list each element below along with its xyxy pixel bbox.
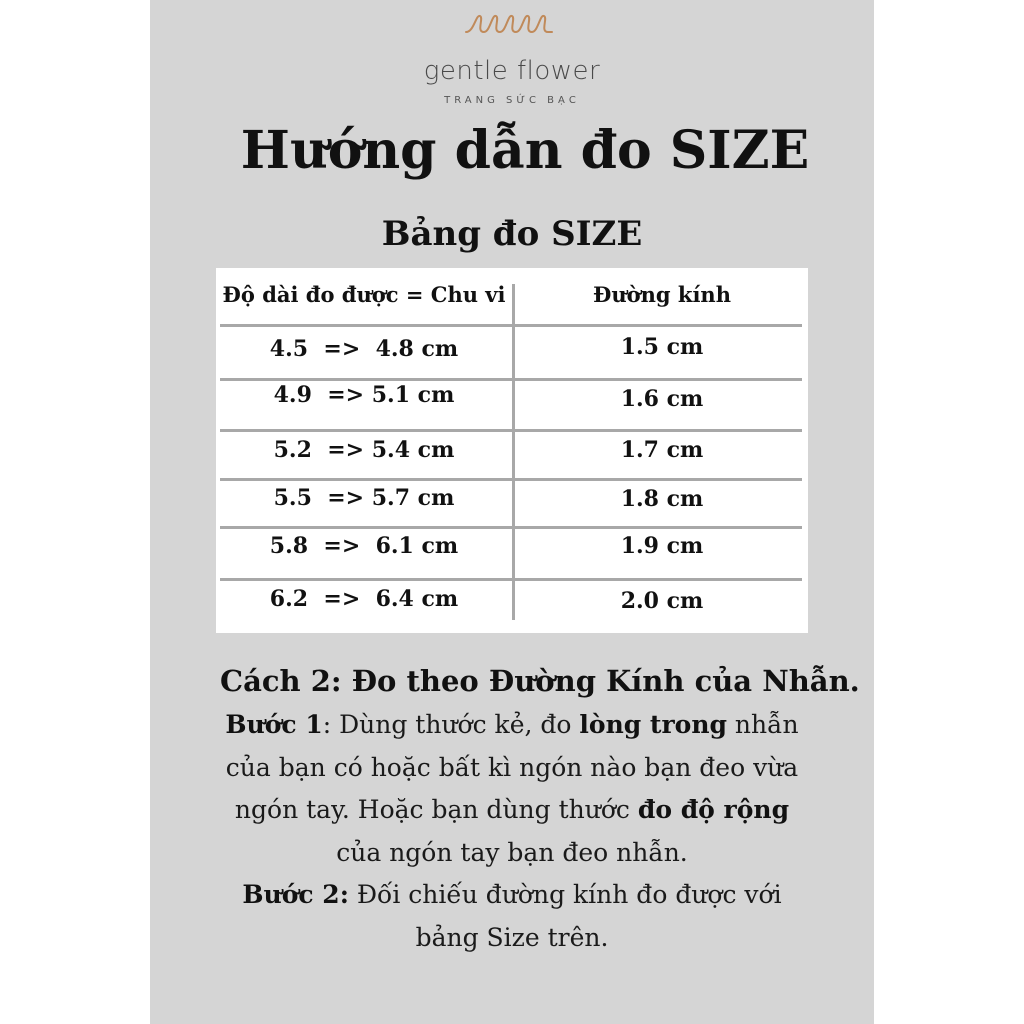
step-2-label: Bước 2: xyxy=(242,880,349,909)
step-1-text-b: nhẫn của bạn có hoặc bất kì ngón nào bạn đeo vừa ngón tay. Hoặc bạn dùng thước xyxy=(225,710,799,824)
step-1-text-a: : Dùng thước kẻ, đo xyxy=(322,710,580,739)
method-heading: Cách 2: Đo theo Đường Kính của Nhẫn. xyxy=(220,664,860,698)
column-divider xyxy=(512,284,515,620)
brand-name: gentle flower xyxy=(423,56,601,86)
row-4-diameter: 1.8 cm xyxy=(620,486,704,512)
row-divider xyxy=(220,324,802,327)
header-diameter: Đường kính xyxy=(593,282,731,307)
row-2-diameter: 1.6 cm xyxy=(620,386,704,412)
row-3-circumference: 5.2 => 5.4 cm xyxy=(273,437,455,463)
row-divider xyxy=(220,378,802,381)
row-2-circumference: 4.9 => 5.1 cm xyxy=(273,382,455,408)
row-divider xyxy=(220,526,802,529)
row-1-circumference: 4.5 => 4.8 cm xyxy=(269,336,459,362)
step-2-text: Đối chiếu đường kính đo được với bảng Size trên. xyxy=(348,880,782,952)
step-1-emphasis-b: đo độ rộng xyxy=(637,795,790,824)
brand-tagline: TRANG SỨC BẠC xyxy=(444,95,580,106)
step-1-text-c: của ngón tay bạn đeo nhẫn. xyxy=(336,837,688,867)
instructions xyxy=(212,704,812,959)
page-title: Hướng dẫn đo SIZE xyxy=(240,120,810,181)
row-6-circumference: 6.2 => 6.4 cm xyxy=(269,586,459,612)
table-title: Bảng đo SIZE xyxy=(381,214,643,254)
row-6-diameter: 2.0 cm xyxy=(620,588,704,614)
row-5-diameter: 1.9 cm xyxy=(620,533,704,559)
row-divider xyxy=(220,578,802,581)
row-5-circumference: 5.8 => 6.1 cm xyxy=(269,533,459,559)
row-divider xyxy=(220,478,802,481)
step-1-label: Bước 1 xyxy=(225,710,323,739)
step-2 xyxy=(212,874,812,959)
row-3-diameter: 1.7 cm xyxy=(620,437,704,463)
row-divider xyxy=(220,429,802,432)
row-4-circumference: 5.5 => 5.7 cm xyxy=(273,485,455,511)
header-circumference: Độ dài đo được = Chu vi xyxy=(222,282,506,307)
step-1 xyxy=(212,704,812,874)
step-1-emphasis-a: lòng trong xyxy=(579,710,727,739)
size-table xyxy=(216,268,808,633)
row-1-diameter: 1.5 cm xyxy=(620,334,704,360)
size-guide-poster xyxy=(150,0,874,1024)
looped-flourish-icon xyxy=(462,8,556,40)
